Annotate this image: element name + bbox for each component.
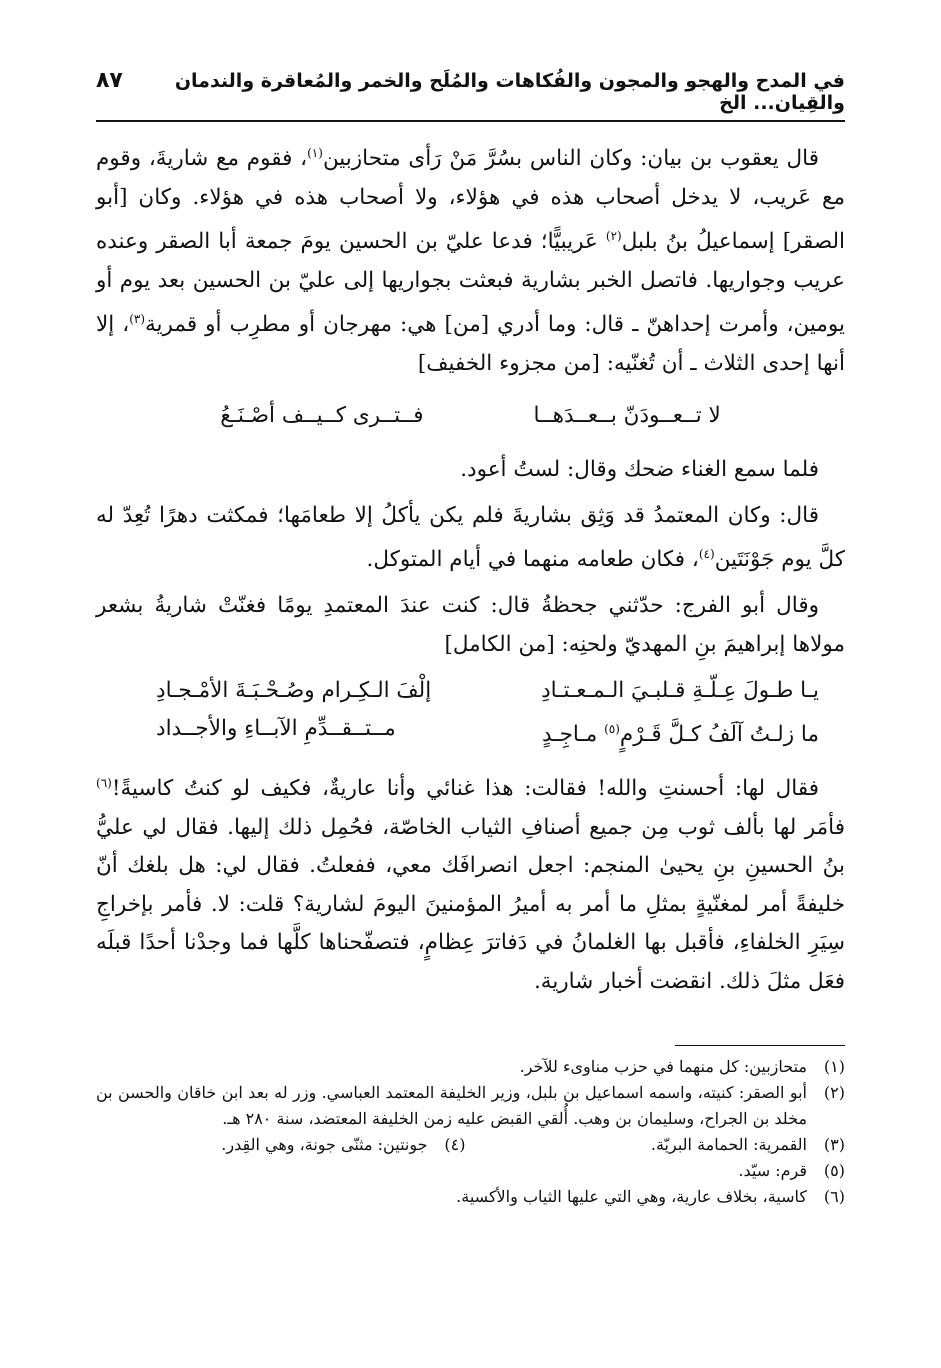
text-run: فأمَر لها بألف ثوب مِن جميع أصنافِ الثياب الخاصّة، فحُمِل ذلك إليها. فقال لي عليُّ بنُ الحسينِ بنِ يحيىٰ المنجم: اجعل انصرافَك معي، ففعلتُ. فقال لي: هل بلغك أنّ خليفةً أمر لمغنّيةٍ بمثلِ ما أمر به أميرُ المؤمنينَ اليومَ لشارية؟ قلت: لا. فأمر بإخراجِ سِيَرِ الخلفاءِ، فأقبل بها الغلمانُ في دَفاترَ عِظامٍ، فتصفّحناها كلَّها فما وجدْنا أحدًا قبلَه فعَل مثلَ ذلك. انقضت أخبار شارية. [96, 814, 845, 994]
footnote-ref: (٦) [96, 776, 112, 791]
verse-hemistich-left: فــتــرى كــيــف أصْـنَـعُ [220, 403, 424, 429]
footnote-text: قرم: سيّد. [738, 1161, 807, 1181]
paragraph-1 [96, 134, 845, 383]
footnote-number: (٢) [823, 1083, 845, 1103]
footnote-pair [96, 1132, 845, 1158]
footnote [96, 1184, 845, 1210]
verse-hemistich-right: يـا طـولَ عِـلّـةِ قـلبـيَ الـمـعـتـادِ [541, 678, 819, 704]
text-run: ما زلـتُ آلَفُ كـلَّ قَـرْمٍ [619, 722, 819, 748]
footnote [476, 1132, 846, 1158]
footnote-text: كاسية، بخلاف عارية، وهي التي عليها الثياب والأكسية. [456, 1187, 807, 1207]
paragraph-5 [96, 764, 845, 1001]
verse-hemistich-right: لا تــعــودَنّ بــعــدَهــا [533, 403, 721, 429]
verse-line [96, 397, 845, 435]
footnote-number: (٥) [823, 1161, 845, 1181]
footnote-number: (٤) [444, 1135, 466, 1155]
body-text [96, 134, 845, 1001]
footnote-text: متحازبين: كل منهما في حزب مناوىء للآخر. [519, 1057, 807, 1077]
text-run: قال يعقوب بن بيان: وكان الناس بسُرَّ مَنْ رَأى متحازبين [322, 146, 819, 172]
text-run: ، إلا أنها إحدى الثلاث ـ أن تُغنّيه: [من مجزوء الخفيف] [96, 312, 845, 376]
verse-line [156, 672, 819, 710]
paragraph-4: وقال أبو الفرج: حدّثني جحظةُ قال: كنت عندَ المعتمدِ يومًا فغنّتْ شاريةُ بشعر مولاها إبراهيمَ بنِ المهديّ ولحنِه: [من الكامل] [96, 593, 845, 657]
footnote [96, 1132, 466, 1158]
footnote-number: (٣) [823, 1135, 845, 1155]
verse-hemistich-right [542, 710, 819, 754]
footnote [96, 1080, 845, 1132]
footnote-ref: (١) [307, 146, 323, 160]
running-title: في المدح والهجو والمجون والفُكاهات والمُلَح والخمر والمُعاقرة والندمان والقِيان... الخ [174, 70, 845, 114]
text-run: ، فقوم مع شاريةَ، وقوم مع عَريب، لا يدخل أصحاب هذه في هؤلاء، ولا أصحاب هذه في هؤلاء. وكان [أبو الصقر] إسماعيلُ بنُ بلبل [96, 146, 845, 255]
footnotes [96, 1045, 845, 1210]
verse-line [156, 710, 819, 754]
footnote-text: جونتين: مثنّى جونة، وهي القِدر. [221, 1135, 428, 1155]
text-run: عَريبيًّا؛ فدعا عليّ بن الحسين يومَ جمعة أبا الصقر وعنده عريب وجواريها. فاتصل الخبر بشارية فبعثت بجواريها إلى عليّ بن الحسين بعد يوم أو يومين، وأمرت إحداهنّ ـ قال: وما أدري [من] هي: مهرجان أو مطرِب أو قمرية [96, 229, 845, 338]
paragraph-2: فلما سمع الغناء ضحك وقال: لستُ أعود. [460, 457, 819, 483]
text-run: ، فكان طعامه منهما في أيام المتوكل. [366, 547, 699, 573]
footnote-number: (٦) [823, 1187, 845, 1207]
footnote-text: أبو الصقر: كنيته، واسمه اسماعيل بن بلبل، وزير الخليفة المعتمد العباسي. وزر له بعد ابن خاقان والحسن بن مخلد بن الجراح، وسليمان بن وهب. أُلقي القبض عليه زمن الخليفة المعتضد، سنة ٢٨٠ هـ. [96, 1083, 807, 1129]
text-run: فقال لها: أحسنتِ والله! فقالت: هذا غنائي وأنا عاريةٌ، فكيف لو كنتُ كاسيةً! [111, 776, 819, 802]
footnote-divider-wrap [96, 1045, 845, 1054]
footnote-divider [675, 1045, 845, 1046]
footnote [96, 1054, 845, 1080]
running-head [96, 68, 845, 122]
verse-block [96, 672, 845, 754]
footnote [96, 1158, 845, 1184]
verse-hemistich-left: مــتــقــدِّمِ الآبــاءِ والأجــداد [156, 716, 396, 742]
footnote-ref: (٢) [605, 229, 622, 244]
text-run: قال: وكان المعتمدُ قد وَثِق بشاريةَ فلم يكن يأكلُ إلا طعامَها؛ فمكثت دهرًا تُعِدّ له كلَّ يوم جَوْنَتَين [96, 502, 845, 573]
footnote-number: (١) [823, 1057, 845, 1077]
footnote-ref: (٤) [698, 547, 715, 562]
page-number: ٨٧ [96, 68, 123, 93]
footnote-ref: (٥) [604, 722, 620, 737]
verse-hemistich-left: إلْفَ الـكِـرام وصُـحْـبَـةَ الأمْـجـادِ [156, 678, 432, 704]
footnote-text: القمرية: الحمامة البريّة. [650, 1135, 807, 1155]
footnote-ref: (٣) [129, 312, 146, 327]
text-run: مـاجِـدٍ [541, 722, 605, 748]
paragraph-3 [96, 497, 845, 580]
